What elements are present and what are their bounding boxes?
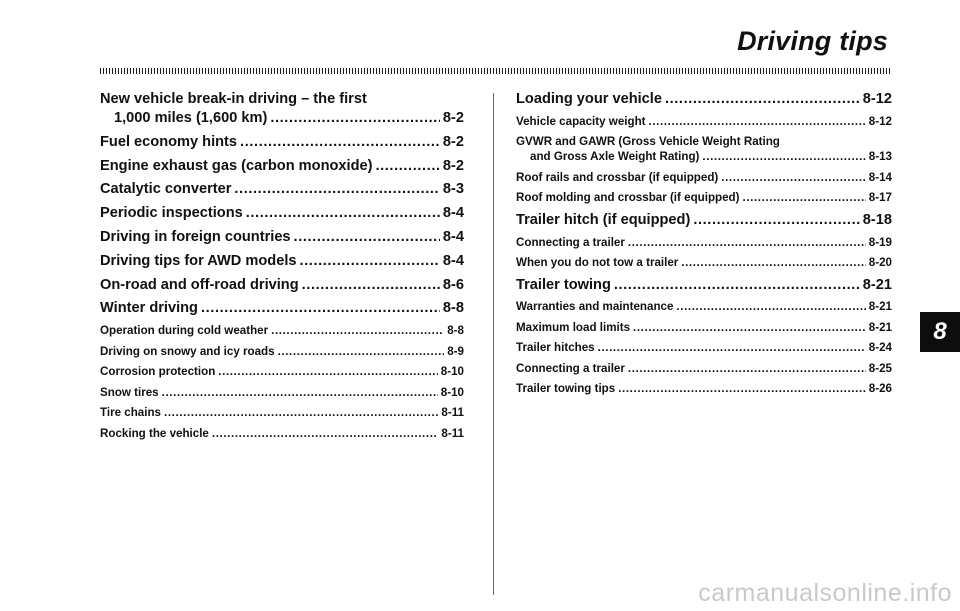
leader-dots [270,109,440,128]
toc-entry-title: Maximum load limits [516,320,631,334]
toc-entry-title: Catalytic converter [100,181,232,198]
leader-dots [271,323,444,338]
leader-dots [212,426,439,441]
toc-page-number: 8-26 [868,382,892,396]
toc-entry[interactable] [100,133,464,152]
toc-entry-title: New vehicle break-in driving – the first [100,91,367,107]
leader-dots [294,228,440,247]
toc-page-number: 8-12 [868,114,892,128]
leader-dots [628,361,866,376]
toc-entry-title: Trailer hitches [516,341,595,355]
leader-dots [240,133,440,152]
toc-page-number: 8-14 [868,170,892,184]
toc-entry[interactable] [100,299,464,318]
toc-entry-title: Snow tires [100,385,159,399]
toc-page-number: 8-18 [862,211,892,228]
toc-page-number: 8-4 [442,205,464,222]
toc-entry-title: Tire chains [100,406,162,420]
toc-page-number: 8-21 [868,300,892,314]
leader-dots [234,180,440,199]
toc-entry[interactable] [100,252,464,271]
toc-page-number: 8-21 [862,276,892,293]
toc-entry[interactable] [516,170,892,185]
leader-dots [721,170,866,185]
leader-dots [218,364,437,379]
toc-entry[interactable] [516,190,892,205]
toc-entry[interactable] [100,405,464,420]
toc-entry[interactable] [100,344,464,359]
toc-entry-title: Winter driving [100,300,198,317]
toc-entry-title: Connecting a trailer [516,361,625,375]
toc-entry-title: Operation during cold weather [100,324,269,338]
toc-entry[interactable] [100,228,464,247]
toc-entry-title: Driving in foreign countries [100,228,291,245]
leader-dots [665,90,860,109]
toc-entry-title: Roof rails and crossbar (if equipped) [516,170,719,184]
leader-dots [628,235,866,250]
toc-page-number: 8-8 [442,300,464,317]
toc-right-column [516,90,892,402]
leader-dots [702,149,865,164]
toc-entry[interactable] [516,381,892,396]
toc-entry-title: Vehicle capacity weight [516,114,646,128]
leader-dots [676,299,865,314]
toc-entry-title: When you do not tow a trailer [516,256,679,270]
toc-entry-title: Engine exhaust gas (carbon monoxide) [100,157,373,174]
leader-dots [164,405,438,420]
toc-entry-title: Trailer hitch (if equipped) [516,211,691,228]
toc-entry-title: Driving tips for AWD models [100,252,297,269]
toc-entry[interactable] [516,235,892,250]
toc-entry-title: Loading your vehicle [516,91,662,107]
toc-entry[interactable] [100,276,464,295]
toc-page-number: 8-17 [868,191,892,205]
toc-page-number: 8-10 [440,385,464,399]
toc-entry[interactable] [516,340,892,355]
toc-entry[interactable] [516,299,892,314]
leader-dots [246,204,440,223]
toc-entry-title: Periodic inspections [100,205,243,222]
toc-entry[interactable] [516,211,892,230]
watermark: carmanualsonline.info [698,579,952,607]
toc-entry-title: Fuel economy hints [100,133,238,150]
toc-entry[interactable] [100,180,464,199]
toc-page-number: 8-9 [447,344,464,358]
toc-page-number: 8-4 [442,252,464,269]
leader-dots [618,381,866,396]
leader-dots [693,211,859,230]
toc-page-number: 8-13 [868,150,892,164]
leader-dots [302,276,440,295]
toc-entry-title: Warranties and maintenance [516,300,674,314]
title-rule [100,68,892,74]
toc-page-number: 8-20 [868,256,892,270]
toc-entry-continuation [100,109,464,128]
toc-entry-title: Roof molding and crossbar (if equipped) [516,191,740,205]
toc-entry-title: Rocking the vehicle [100,426,209,440]
leader-dots [162,385,438,400]
leader-dots [743,190,866,205]
toc-entry[interactable] [516,276,892,295]
toc-entry-title: Corrosion protection [100,365,216,379]
toc-entry-title: Trailer towing tips [516,382,616,396]
toc-page-number: 8-24 [868,341,892,355]
toc-page-number: 8-4 [442,228,464,245]
toc-entry[interactable] [516,320,892,335]
toc-page-number: 8-19 [868,235,892,249]
toc-left-column [100,90,464,446]
leader-dots [614,276,860,295]
leader-dots [598,340,866,355]
chapter-tab[interactable]: 8 [920,312,960,352]
toc-page-number: 8-2 [442,157,464,174]
toc-entry-continuation [516,149,892,164]
toc-page-number: 8-8 [447,324,464,338]
toc-entry[interactable] [516,90,892,109]
leader-dots [649,114,866,129]
toc-entry[interactable] [100,90,464,128]
toc-entry[interactable] [516,114,892,129]
leader-dots [201,299,440,318]
toc-page-number: 8-10 [440,365,464,379]
toc-entry[interactable] [100,364,464,379]
toc-entry-title: On-road and off-road driving [100,276,299,293]
toc-entry[interactable] [100,204,464,223]
toc-entry-title: Driving on snowy and icy roads [100,344,275,358]
toc-entry-title: Connecting a trailer [516,235,625,249]
toc-entry[interactable] [516,134,892,164]
toc-page-number: 8-11 [441,406,464,420]
page-title: Driving tips [737,26,888,56]
toc-page-number: 8-6 [442,276,464,293]
leader-dots [300,252,440,271]
toc-entry[interactable] [100,385,464,400]
toc-entry-title: GVWR and GAWR (Gross Vehicle Weight Rating [516,135,780,149]
leader-dots [278,344,445,359]
leader-dots [375,157,439,176]
toc-entry[interactable] [100,426,464,441]
leader-dots [633,320,866,335]
toc-page-number: 8-2 [442,110,464,126]
toc-entry[interactable] [516,255,892,270]
leader-dots [681,255,865,270]
toc-page-number: 8-25 [868,361,892,375]
toc-page-number: 8-11 [441,426,464,440]
toc-entry[interactable] [100,157,464,176]
column-divider [493,93,494,595]
toc-entry-title-cont: and Gross Axle Weight Rating) [530,150,700,164]
toc-page-number: 8-12 [862,91,892,107]
toc-entry-title-cont: 1,000 miles (1,600 km) [114,110,268,126]
toc-entry[interactable] [100,323,464,338]
toc-page-number: 8-3 [442,181,464,198]
toc-page-number: 8-21 [868,320,892,334]
toc-entry[interactable] [516,361,892,376]
toc-entry-title: Trailer towing [516,276,611,293]
toc-page-number: 8-2 [442,133,464,150]
